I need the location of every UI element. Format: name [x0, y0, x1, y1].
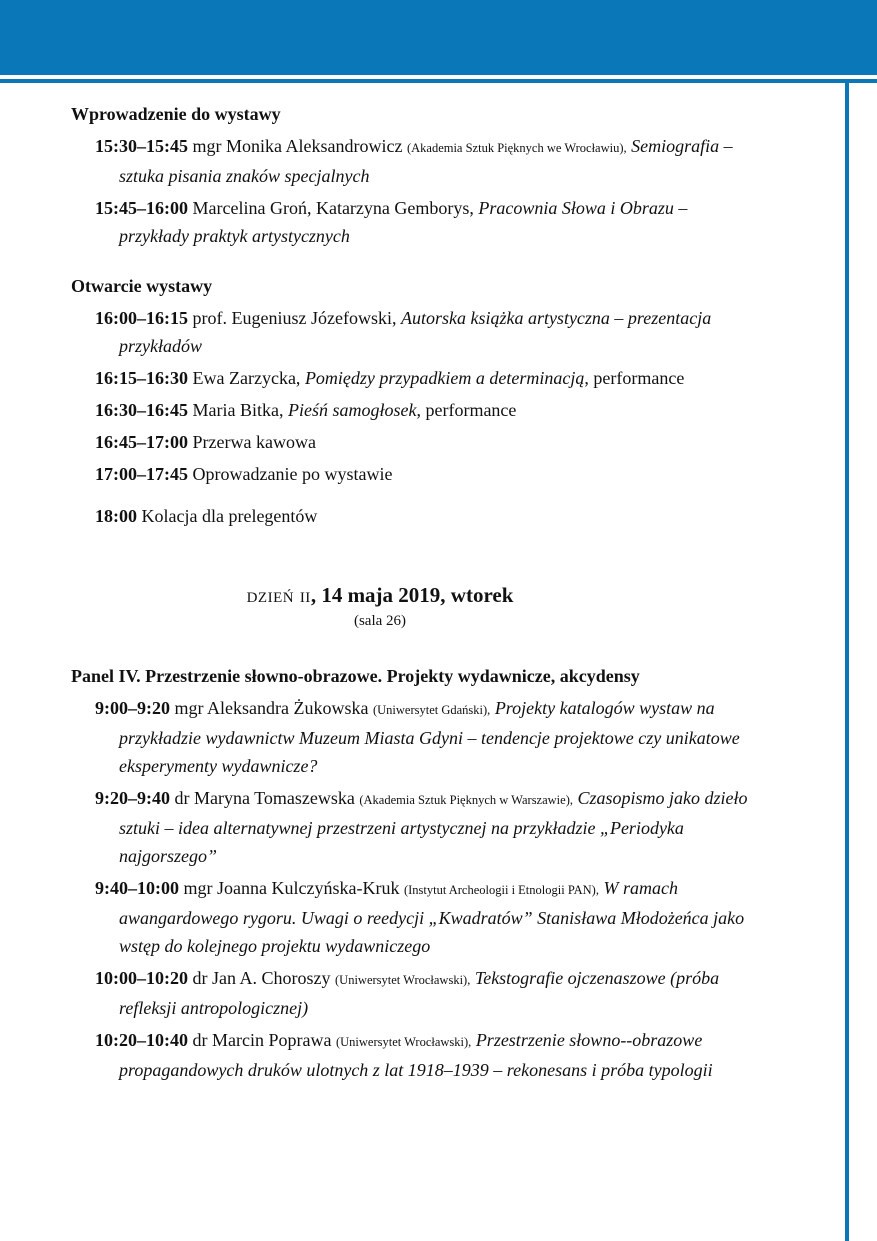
entry-speaker: dr Marcin Poprawa: [188, 1030, 336, 1050]
entry-time: 9:40–10:00: [95, 878, 179, 898]
program-content: [71, 100, 761, 1084]
entry-time: 10:20–10:40: [95, 1030, 188, 1050]
entry-speaker: mgr Joanna Kulczyńska-Kruk: [179, 878, 404, 898]
entry-time: 15:45–16:00: [95, 198, 188, 218]
entry-time: 10:00–10:20: [95, 968, 188, 988]
entry-time: 16:45–17:00: [95, 432, 188, 452]
day-room: (sala 26): [353, 613, 407, 629]
entry-speaker: prof. Eugeniusz Józefowski,: [188, 308, 401, 328]
entry-speaker: dr Maryna Tomaszewska: [170, 788, 360, 808]
entry-title: Pomiędzy przypadkiem a determinacją: [304, 368, 585, 388]
program-entry: [95, 964, 761, 1022]
section-title: Wprowadzenie do wystawy: [71, 104, 281, 124]
entry-speaker: Przerwa kawowa: [188, 432, 316, 452]
entry-time: 16:30–16:45: [95, 400, 188, 420]
panel-title: Panel IV. Przestrzenie słowno-obrazowe. Projekty wydawnicze, akcydensy: [71, 666, 640, 686]
section-title: Otwarcie wystawy: [71, 276, 213, 296]
entry-time: 18:00: [95, 506, 137, 526]
day-date: , 14 maja 2019, wtorek: [310, 583, 514, 607]
entry-speaker: mgr Aleksandra Żukowska: [170, 698, 373, 718]
entry-time: 16:00–16:15: [95, 308, 188, 328]
program-entry: [95, 874, 761, 960]
entry-affiliation: (Uniwersytet Wrocławski),: [335, 1035, 472, 1049]
entry-affiliation: (Uniwersytet Gdański),: [372, 703, 491, 717]
entry-speaker: Oprowadzanie po wystawie: [188, 464, 393, 484]
entry-speaker: dr Jan A. Choroszy: [188, 968, 335, 988]
day-heading: [0, 580, 760, 610]
margin-rule: [845, 83, 849, 1241]
program-entry: [95, 460, 761, 488]
entry-time: 15:30–15:45: [95, 136, 188, 156]
header-band: [0, 0, 877, 75]
entry-title: Projekty katalogów wystaw na przykładzie wydawnictw Muzeum Miasta Gdyni – tendencje projektowe czy unikatowe eksperymenty wydawnicze?: [119, 698, 740, 776]
program-entry: [95, 132, 761, 190]
program-entry: [95, 428, 761, 456]
program-entry: [95, 694, 761, 780]
entry-title: Tekstografie ojczenaszowe (próba refleksji antropologicznej): [119, 968, 720, 1018]
entry-time: 16:15–16:30: [95, 368, 188, 388]
entry-title: Pracownia Słowa i Obrazu – przykłady praktyk artystycznych: [119, 198, 688, 246]
entry-time: 9:20–9:40: [95, 788, 170, 808]
entry-title: Pieśń samogłosek: [287, 400, 417, 420]
entry-affiliation: (Akademia Sztuk Pięknych w Warszawie),: [359, 793, 573, 807]
header-rule: [0, 79, 877, 83]
entry-title: Przestrzenie słowno--obrazowe propagandowych druków ulotnych z lat 1918–1939 – rekonesans i próba typologii: [119, 1030, 713, 1080]
entry-speaker: mgr Monika Aleksandrowicz: [188, 136, 407, 156]
entry-title: Autorska książka artystyczna – prezentacja przykładów: [119, 308, 712, 356]
program-entry: [95, 304, 761, 360]
entry-title: Semiografia – sztuka pisania znaków specjalnych: [119, 136, 733, 186]
program-entry: [95, 1026, 761, 1084]
entry-time: 17:00–17:45: [95, 464, 188, 484]
entry-affiliation: (Instytut Archeologii i Etnologii PAN),: [403, 883, 599, 897]
entry-speaker: Kolacja dla prelegentów: [137, 506, 318, 526]
program-entry: [95, 364, 761, 392]
entry-speaker: Marcelina Groń, Katarzyna Gemborys,: [188, 198, 479, 218]
program-entry: [95, 194, 761, 250]
program-entry: [95, 396, 761, 424]
entry-speaker: Maria Bitka,: [188, 400, 288, 420]
entry-tail: , performance: [584, 368, 685, 388]
entry-affiliation: (Akademia Sztuk Pięknych we Wrocławiu),: [406, 141, 627, 155]
day-label: dzień ii: [246, 583, 311, 607]
entry-title: W ramach awangardowego rygoru. Uwagi o reedycji „Kwadratów” Stanisława Młodożeńca jako wstęp do kolejnego projektu wydawniczego: [119, 878, 745, 956]
entry-affiliation: (Uniwersytet Wrocławski),: [335, 973, 471, 987]
entry-title: Czasopismo jako dzieło sztuki – idea alternatywnej przestrzeni artystycznej na przykładzie „Periodyka najgorszego”: [119, 788, 748, 866]
entry-time: 9:00–9:20: [95, 698, 170, 718]
entry-speaker: Ewa Zarzycka,: [188, 368, 305, 388]
entry-tail: , performance: [416, 400, 517, 420]
program-entry: [95, 784, 761, 870]
program-entry: [95, 502, 761, 530]
